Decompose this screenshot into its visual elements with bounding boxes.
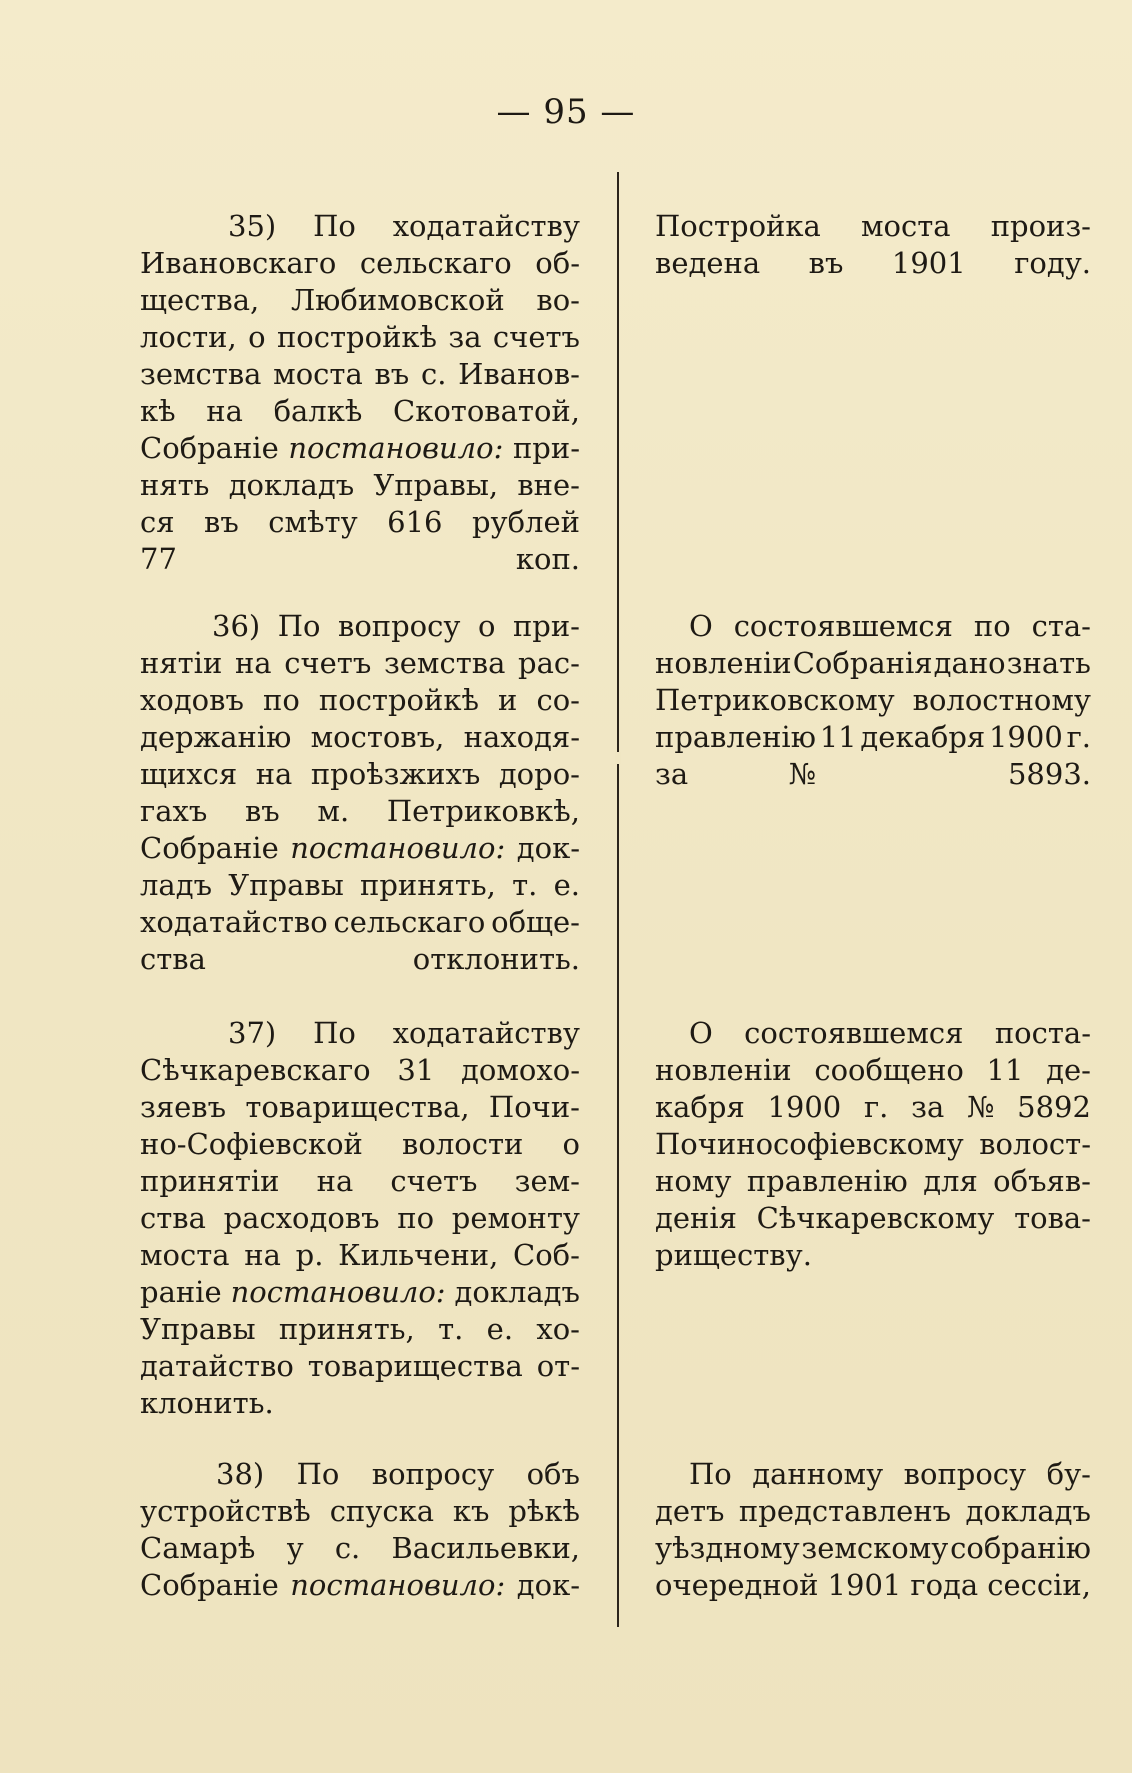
word: По xyxy=(296,1457,340,1491)
text-line xyxy=(140,208,580,245)
text-line xyxy=(140,793,580,830)
word: сообщено xyxy=(814,1053,964,1087)
word: О xyxy=(689,609,713,643)
word: зяевъ xyxy=(140,1090,227,1124)
word: въ xyxy=(374,357,410,391)
word: въ xyxy=(204,505,239,539)
word: 37) xyxy=(228,1016,277,1050)
word: вопросу xyxy=(338,609,461,643)
text-line xyxy=(655,719,1091,756)
text-line: 77 коп. xyxy=(140,542,580,576)
word: рублей xyxy=(471,505,580,539)
word: по xyxy=(973,609,1011,643)
entry-35-text xyxy=(140,208,580,578)
word: земства xyxy=(140,357,262,391)
word: щества, xyxy=(140,283,260,317)
text-line xyxy=(140,1126,580,1163)
word: 616 xyxy=(387,505,443,539)
word: моста xyxy=(140,1238,230,1272)
word: на xyxy=(244,1238,281,1272)
text-line xyxy=(140,282,580,319)
word: № xyxy=(966,1090,995,1124)
word: къ xyxy=(452,1494,490,1528)
word: земскому xyxy=(801,1531,949,1565)
word: 1900 xyxy=(767,1090,842,1124)
word: для xyxy=(923,1164,978,1198)
word: на xyxy=(316,1164,354,1198)
text-line xyxy=(140,867,580,904)
text-line xyxy=(655,1493,1091,1530)
text-line xyxy=(140,1311,580,1348)
word: рѣкѣ xyxy=(508,1494,580,1528)
word: правленію xyxy=(746,1164,908,1198)
word: нять xyxy=(140,468,210,502)
text-line xyxy=(140,393,580,430)
word: Постройка xyxy=(655,209,821,243)
word: вопросу xyxy=(903,1457,1027,1491)
text-line xyxy=(655,1015,1091,1052)
word: Ивановскаго xyxy=(140,246,337,280)
word: 35) xyxy=(228,209,277,243)
word: Иванов- xyxy=(458,357,580,391)
word: Сѣчкаревскаго xyxy=(140,1053,371,1087)
text-line xyxy=(140,719,580,756)
word: по xyxy=(397,1201,435,1235)
word: По xyxy=(689,1457,732,1491)
word: дано xyxy=(933,646,1006,680)
word: Управы, xyxy=(373,468,499,502)
entry-38-resolution xyxy=(655,1456,1091,1604)
text-line xyxy=(655,1530,1091,1567)
word: денія xyxy=(655,1201,737,1235)
entry-36-resolution xyxy=(655,608,1091,793)
text-line xyxy=(140,904,580,941)
entry-37-resolution xyxy=(655,1015,1091,1274)
word: нятіи xyxy=(140,646,223,680)
text-line xyxy=(140,467,580,504)
word: постановило: xyxy=(290,1568,506,1602)
word: на xyxy=(206,394,243,428)
text-line xyxy=(140,245,580,282)
word: Управы xyxy=(140,1312,256,1346)
word: Почи- xyxy=(488,1090,580,1124)
word: состоявшемся xyxy=(733,609,953,643)
word: това- xyxy=(1014,1201,1091,1235)
word: Петриковскому xyxy=(655,683,895,717)
text-line: ства отклонить. xyxy=(140,942,580,976)
text-line xyxy=(140,1200,580,1237)
word: о xyxy=(477,609,496,643)
word: объяв- xyxy=(993,1164,1091,1198)
column-divider-gap xyxy=(615,752,621,764)
word: товарищества xyxy=(307,1349,523,1383)
text-line xyxy=(655,1567,1091,1604)
word: принять, xyxy=(278,1312,415,1346)
word: докладъ xyxy=(228,468,355,502)
word: товарищества, xyxy=(245,1090,470,1124)
word: на xyxy=(255,757,293,791)
text-line xyxy=(140,1163,580,1200)
word: знать xyxy=(1006,646,1091,680)
word: об- xyxy=(535,246,580,280)
word: Кильчени, xyxy=(338,1238,499,1272)
word: По xyxy=(313,1016,356,1050)
word: от- xyxy=(536,1349,580,1383)
text-line xyxy=(140,1237,580,1274)
word: правленію xyxy=(655,720,816,754)
word: щихся xyxy=(140,757,238,791)
word: Починософіевскому xyxy=(655,1127,964,1161)
word: Любимовской xyxy=(290,283,505,317)
word: Васильевки, xyxy=(391,1531,580,1565)
word: Скотоватой, xyxy=(393,394,580,428)
text-line xyxy=(655,1052,1091,1089)
word: док- xyxy=(516,831,580,865)
text-line xyxy=(140,682,580,719)
text-line xyxy=(140,1348,580,1385)
text-line: клонить. xyxy=(140,1386,274,1420)
word: ходовъ xyxy=(140,683,244,717)
word: поста- xyxy=(994,1016,1091,1050)
word: находя- xyxy=(463,720,580,754)
text-line xyxy=(140,830,580,867)
text-line xyxy=(140,1456,580,1493)
page-number: — 95 — xyxy=(496,92,636,132)
text-line xyxy=(140,504,580,541)
word: при- xyxy=(512,609,580,643)
word: постройкѣ xyxy=(318,683,479,717)
word: года xyxy=(910,1568,979,1602)
word: ремонту xyxy=(451,1201,580,1235)
text-line xyxy=(140,1530,580,1567)
word: декабря xyxy=(860,720,986,754)
word: г. xyxy=(1066,720,1091,754)
text-line: ведена въ 1901 году. xyxy=(655,246,1091,280)
word: м. xyxy=(317,794,350,828)
word: о xyxy=(562,1127,580,1161)
word: детъ xyxy=(655,1494,725,1528)
word: при- xyxy=(512,431,580,465)
word: держанію xyxy=(140,720,292,754)
word: с. xyxy=(334,1531,361,1565)
word: 38) xyxy=(216,1457,265,1491)
word: докладъ xyxy=(454,1275,580,1309)
column-divider xyxy=(617,172,619,1627)
word: е. xyxy=(553,868,580,902)
word: ходатайству xyxy=(392,1016,580,1050)
word: Собранія xyxy=(792,646,933,680)
word: балкѣ xyxy=(273,394,363,428)
word: уѣздному xyxy=(655,1531,800,1565)
text-line xyxy=(655,1126,1091,1163)
word: волости xyxy=(402,1127,524,1161)
word: волостному xyxy=(912,683,1091,717)
word: новленіи xyxy=(655,646,792,680)
word: доро- xyxy=(498,757,580,791)
word: новленіи xyxy=(655,1053,792,1087)
word: расходовъ xyxy=(223,1201,380,1235)
word: сельскаго xyxy=(359,246,512,280)
word: въ xyxy=(244,794,280,828)
text-line xyxy=(655,608,1091,645)
word: счетъ xyxy=(390,1164,478,1198)
word: По xyxy=(277,609,321,643)
word: смѣту xyxy=(268,505,358,539)
word: мостовъ, xyxy=(310,720,445,754)
word: представленъ xyxy=(738,1494,952,1528)
entry-35-resolution xyxy=(655,208,1091,282)
text-line xyxy=(140,1274,580,1311)
word: объ xyxy=(526,1457,580,1491)
word: де- xyxy=(1046,1053,1091,1087)
word: произ- xyxy=(990,209,1091,243)
text-line xyxy=(140,356,580,393)
word: т. xyxy=(438,1312,464,1346)
word: бу- xyxy=(1046,1457,1091,1491)
word: ста- xyxy=(1031,609,1091,643)
word: за xyxy=(448,320,482,354)
word: с. xyxy=(420,357,447,391)
text-line xyxy=(655,1200,1091,1237)
word: принять, xyxy=(359,868,496,902)
word: сельскаго xyxy=(333,905,486,939)
text-line xyxy=(140,1089,580,1126)
entry-36-text xyxy=(140,608,580,978)
word: гахъ xyxy=(140,794,208,828)
word: 5892 xyxy=(1017,1090,1091,1124)
word: вне- xyxy=(517,468,580,502)
word: 36) xyxy=(212,609,261,643)
text-line xyxy=(655,645,1091,682)
text-line: за № 5893. xyxy=(655,757,1091,791)
word: постройкѣ xyxy=(276,320,438,354)
word: постановило: xyxy=(288,431,504,465)
word: докладъ xyxy=(965,1494,1091,1528)
word: устройствѣ xyxy=(140,1494,311,1528)
text-line xyxy=(140,1493,580,1530)
word: 1901 xyxy=(827,1568,902,1602)
word: кѣ xyxy=(140,394,176,428)
word: Сѣчкаревскому xyxy=(756,1201,995,1235)
word: ходатайству xyxy=(392,209,580,243)
word: обще- xyxy=(491,905,580,939)
word: лости, xyxy=(140,320,237,354)
word: т. xyxy=(512,868,538,902)
word: ному xyxy=(655,1164,732,1198)
word: у xyxy=(286,1531,304,1565)
text-line xyxy=(140,645,580,682)
word: 1900 xyxy=(988,720,1063,754)
text-line xyxy=(140,1052,580,1089)
word: спуска xyxy=(329,1494,434,1528)
word: очередной xyxy=(655,1568,819,1602)
text-line xyxy=(655,208,1091,245)
word: датайство xyxy=(140,1349,294,1383)
text-line xyxy=(140,1567,580,1604)
entry-37-text xyxy=(140,1015,580,1422)
word: счетъ xyxy=(284,646,372,680)
text-line xyxy=(140,430,580,467)
word: вопросу xyxy=(371,1457,495,1491)
text-line xyxy=(655,1163,1091,1200)
word: зем- xyxy=(514,1164,580,1198)
text-line xyxy=(140,608,580,645)
word: постановило: xyxy=(230,1275,446,1309)
word: г. xyxy=(863,1090,889,1124)
text-line xyxy=(655,1089,1091,1126)
word: но-Софіевской xyxy=(140,1127,363,1161)
word: и xyxy=(498,683,518,717)
word: моста xyxy=(860,209,951,243)
word: сессіи, xyxy=(987,1568,1091,1602)
word: со- xyxy=(536,683,580,717)
word: Собраніе xyxy=(140,431,279,465)
word: хо- xyxy=(536,1312,580,1346)
word: Соб- xyxy=(513,1238,580,1272)
word: Собраніе xyxy=(140,1568,279,1602)
word: 11 xyxy=(819,720,857,754)
word: данному xyxy=(752,1457,884,1491)
word: Самарѣ xyxy=(140,1531,256,1565)
word: ходатайство xyxy=(140,905,328,939)
word: Управы xyxy=(228,868,344,902)
text-line xyxy=(140,319,580,356)
entry-38-text xyxy=(140,1456,580,1604)
word: Петриковкѣ, xyxy=(386,794,580,828)
word: постановило: xyxy=(290,831,506,865)
word: рас- xyxy=(518,646,580,680)
word: моста xyxy=(273,357,363,391)
word: за xyxy=(911,1090,945,1124)
word: ладъ xyxy=(140,868,213,902)
word: Собраніе xyxy=(140,831,279,865)
text-line xyxy=(140,1015,580,1052)
word: во- xyxy=(536,283,580,317)
word: по xyxy=(263,683,300,717)
word: 31 xyxy=(397,1053,435,1087)
word: р. xyxy=(295,1238,324,1272)
word: состоявшемся xyxy=(744,1016,964,1050)
word: принятіи xyxy=(140,1164,280,1198)
word: собранію xyxy=(950,1531,1091,1565)
word: ства xyxy=(140,1201,206,1235)
word: док- xyxy=(516,1568,580,1602)
word: волост- xyxy=(979,1127,1091,1161)
word: По xyxy=(313,209,356,243)
word: О xyxy=(689,1016,713,1050)
text-line xyxy=(655,682,1091,719)
text-line xyxy=(655,1456,1091,1493)
word: земства xyxy=(383,646,506,680)
word: проѣзжихъ xyxy=(310,757,481,791)
word: счетъ xyxy=(492,320,580,354)
word: кабря xyxy=(655,1090,745,1124)
text-line xyxy=(140,756,580,793)
word: раніе xyxy=(140,1275,222,1309)
text-line: риществу. xyxy=(655,1238,812,1272)
word: на xyxy=(234,646,272,680)
word: 11 xyxy=(986,1053,1024,1087)
word: домохо- xyxy=(461,1053,580,1087)
word: е. xyxy=(486,1312,514,1346)
word: о xyxy=(248,320,266,354)
word: ся xyxy=(140,505,175,539)
